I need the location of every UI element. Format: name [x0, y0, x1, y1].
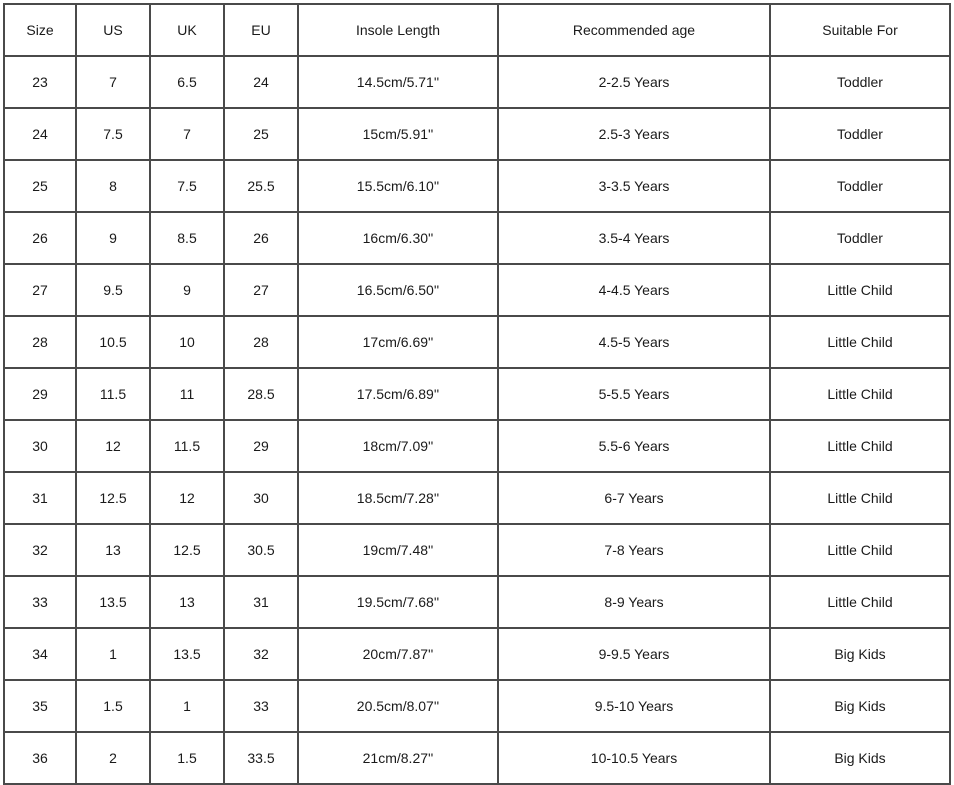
table-body — [4, 56, 950, 784]
table-row — [4, 524, 950, 576]
table-row — [4, 108, 950, 160]
cell-insole-length: 21cm/8.27'' — [298, 732, 498, 784]
cell-us: 1.5 — [76, 680, 150, 732]
cell-insole-length: 17.5cm/6.89'' — [298, 368, 498, 420]
cell-eu: 25 — [224, 108, 298, 160]
table-row — [4, 420, 950, 472]
cell-insole-length: 19.5cm/7.68'' — [298, 576, 498, 628]
cell-size: 25 — [4, 160, 76, 212]
cell-suitable-for: Toddler — [770, 212, 950, 264]
cell-us: 9 — [76, 212, 150, 264]
cell-suitable-for: Little Child — [770, 420, 950, 472]
cell-us: 9.5 — [76, 264, 150, 316]
header-recommended-age: Recommended age — [498, 4, 770, 56]
cell-uk: 7.5 — [150, 160, 224, 212]
cell-us: 12 — [76, 420, 150, 472]
cell-size: 26 — [4, 212, 76, 264]
cell-recommended-age: 2-2.5 Years — [498, 56, 770, 108]
cell-eu: 27 — [224, 264, 298, 316]
cell-eu: 24 — [224, 56, 298, 108]
cell-us: 7.5 — [76, 108, 150, 160]
cell-insole-length: 17cm/6.69'' — [298, 316, 498, 368]
cell-recommended-age: 4-4.5 Years — [498, 264, 770, 316]
cell-uk: 13.5 — [150, 628, 224, 680]
cell-uk: 1.5 — [150, 732, 224, 784]
cell-suitable-for: Little Child — [770, 316, 950, 368]
cell-us: 8 — [76, 160, 150, 212]
cell-suitable-for: Little Child — [770, 264, 950, 316]
cell-us: 1 — [76, 628, 150, 680]
table-row — [4, 212, 950, 264]
table-row — [4, 264, 950, 316]
cell-uk: 12.5 — [150, 524, 224, 576]
cell-eu: 28.5 — [224, 368, 298, 420]
table-row — [4, 628, 950, 680]
cell-uk: 13 — [150, 576, 224, 628]
cell-eu: 28 — [224, 316, 298, 368]
cell-eu: 33.5 — [224, 732, 298, 784]
cell-us: 13.5 — [76, 576, 150, 628]
cell-suitable-for: Big Kids — [770, 628, 950, 680]
cell-us: 10.5 — [76, 316, 150, 368]
cell-eu: 31 — [224, 576, 298, 628]
cell-suitable-for: Little Child — [770, 524, 950, 576]
cell-size: 29 — [4, 368, 76, 420]
cell-recommended-age: 5.5-6 Years — [498, 420, 770, 472]
cell-us: 11.5 — [76, 368, 150, 420]
cell-size: 32 — [4, 524, 76, 576]
cell-insole-length: 16cm/6.30'' — [298, 212, 498, 264]
cell-recommended-age: 6-7 Years — [498, 472, 770, 524]
table-header — [4, 4, 950, 56]
cell-suitable-for: Toddler — [770, 56, 950, 108]
cell-uk: 12 — [150, 472, 224, 524]
table-row — [4, 368, 950, 420]
cell-insole-length: 20cm/7.87'' — [298, 628, 498, 680]
cell-suitable-for: Toddler — [770, 160, 950, 212]
cell-insole-length: 18.5cm/7.28'' — [298, 472, 498, 524]
cell-suitable-for: Big Kids — [770, 732, 950, 784]
cell-uk: 1 — [150, 680, 224, 732]
header-suitable-for: Suitable For — [770, 4, 950, 56]
cell-suitable-for: Little Child — [770, 368, 950, 420]
size-chart-table — [3, 3, 951, 785]
cell-uk: 11.5 — [150, 420, 224, 472]
cell-suitable-for: Big Kids — [770, 680, 950, 732]
cell-suitable-for: Little Child — [770, 472, 950, 524]
cell-eu: 30.5 — [224, 524, 298, 576]
cell-size: 34 — [4, 628, 76, 680]
cell-eu: 32 — [224, 628, 298, 680]
cell-recommended-age: 2.5-3 Years — [498, 108, 770, 160]
cell-uk: 11 — [150, 368, 224, 420]
cell-insole-length: 15cm/5.91'' — [298, 108, 498, 160]
cell-uk: 7 — [150, 108, 224, 160]
cell-suitable-for: Toddler — [770, 108, 950, 160]
cell-recommended-age: 3.5-4 Years — [498, 212, 770, 264]
cell-size: 36 — [4, 732, 76, 784]
cell-uk: 10 — [150, 316, 224, 368]
cell-size: 23 — [4, 56, 76, 108]
cell-eu: 33 — [224, 680, 298, 732]
cell-eu: 26 — [224, 212, 298, 264]
cell-size: 35 — [4, 680, 76, 732]
cell-recommended-age: 9-9.5 Years — [498, 628, 770, 680]
table-row — [4, 160, 950, 212]
cell-recommended-age: 3-3.5 Years — [498, 160, 770, 212]
cell-eu: 25.5 — [224, 160, 298, 212]
cell-uk: 6.5 — [150, 56, 224, 108]
cell-size: 31 — [4, 472, 76, 524]
table-row — [4, 472, 950, 524]
cell-insole-length: 15.5cm/6.10'' — [298, 160, 498, 212]
header-uk: UK — [150, 4, 224, 56]
cell-insole-length: 14.5cm/5.71'' — [298, 56, 498, 108]
table-row — [4, 316, 950, 368]
header-us: US — [76, 4, 150, 56]
cell-insole-length: 16.5cm/6.50'' — [298, 264, 498, 316]
cell-insole-length: 18cm/7.09'' — [298, 420, 498, 472]
cell-us: 12.5 — [76, 472, 150, 524]
cell-recommended-age: 7-8 Years — [498, 524, 770, 576]
cell-insole-length: 20.5cm/8.07'' — [298, 680, 498, 732]
cell-recommended-age: 10-10.5 Years — [498, 732, 770, 784]
header-insole-length: Insole Length — [298, 4, 498, 56]
cell-recommended-age: 9.5-10 Years — [498, 680, 770, 732]
cell-eu: 29 — [224, 420, 298, 472]
cell-suitable-for: Little Child — [770, 576, 950, 628]
header-row — [4, 4, 950, 56]
header-size: Size — [4, 4, 76, 56]
cell-insole-length: 19cm/7.48'' — [298, 524, 498, 576]
cell-us: 2 — [76, 732, 150, 784]
cell-uk: 9 — [150, 264, 224, 316]
cell-size: 33 — [4, 576, 76, 628]
cell-size: 30 — [4, 420, 76, 472]
cell-us: 13 — [76, 524, 150, 576]
table-row — [4, 56, 950, 108]
table-row — [4, 576, 950, 628]
cell-uk: 8.5 — [150, 212, 224, 264]
cell-us: 7 — [76, 56, 150, 108]
cell-recommended-age: 8-9 Years — [498, 576, 770, 628]
table-row — [4, 680, 950, 732]
cell-eu: 30 — [224, 472, 298, 524]
cell-size: 28 — [4, 316, 76, 368]
cell-recommended-age: 4.5-5 Years — [498, 316, 770, 368]
cell-recommended-age: 5-5.5 Years — [498, 368, 770, 420]
cell-size: 24 — [4, 108, 76, 160]
header-eu: EU — [224, 4, 298, 56]
cell-size: 27 — [4, 264, 76, 316]
table-row — [4, 732, 950, 784]
